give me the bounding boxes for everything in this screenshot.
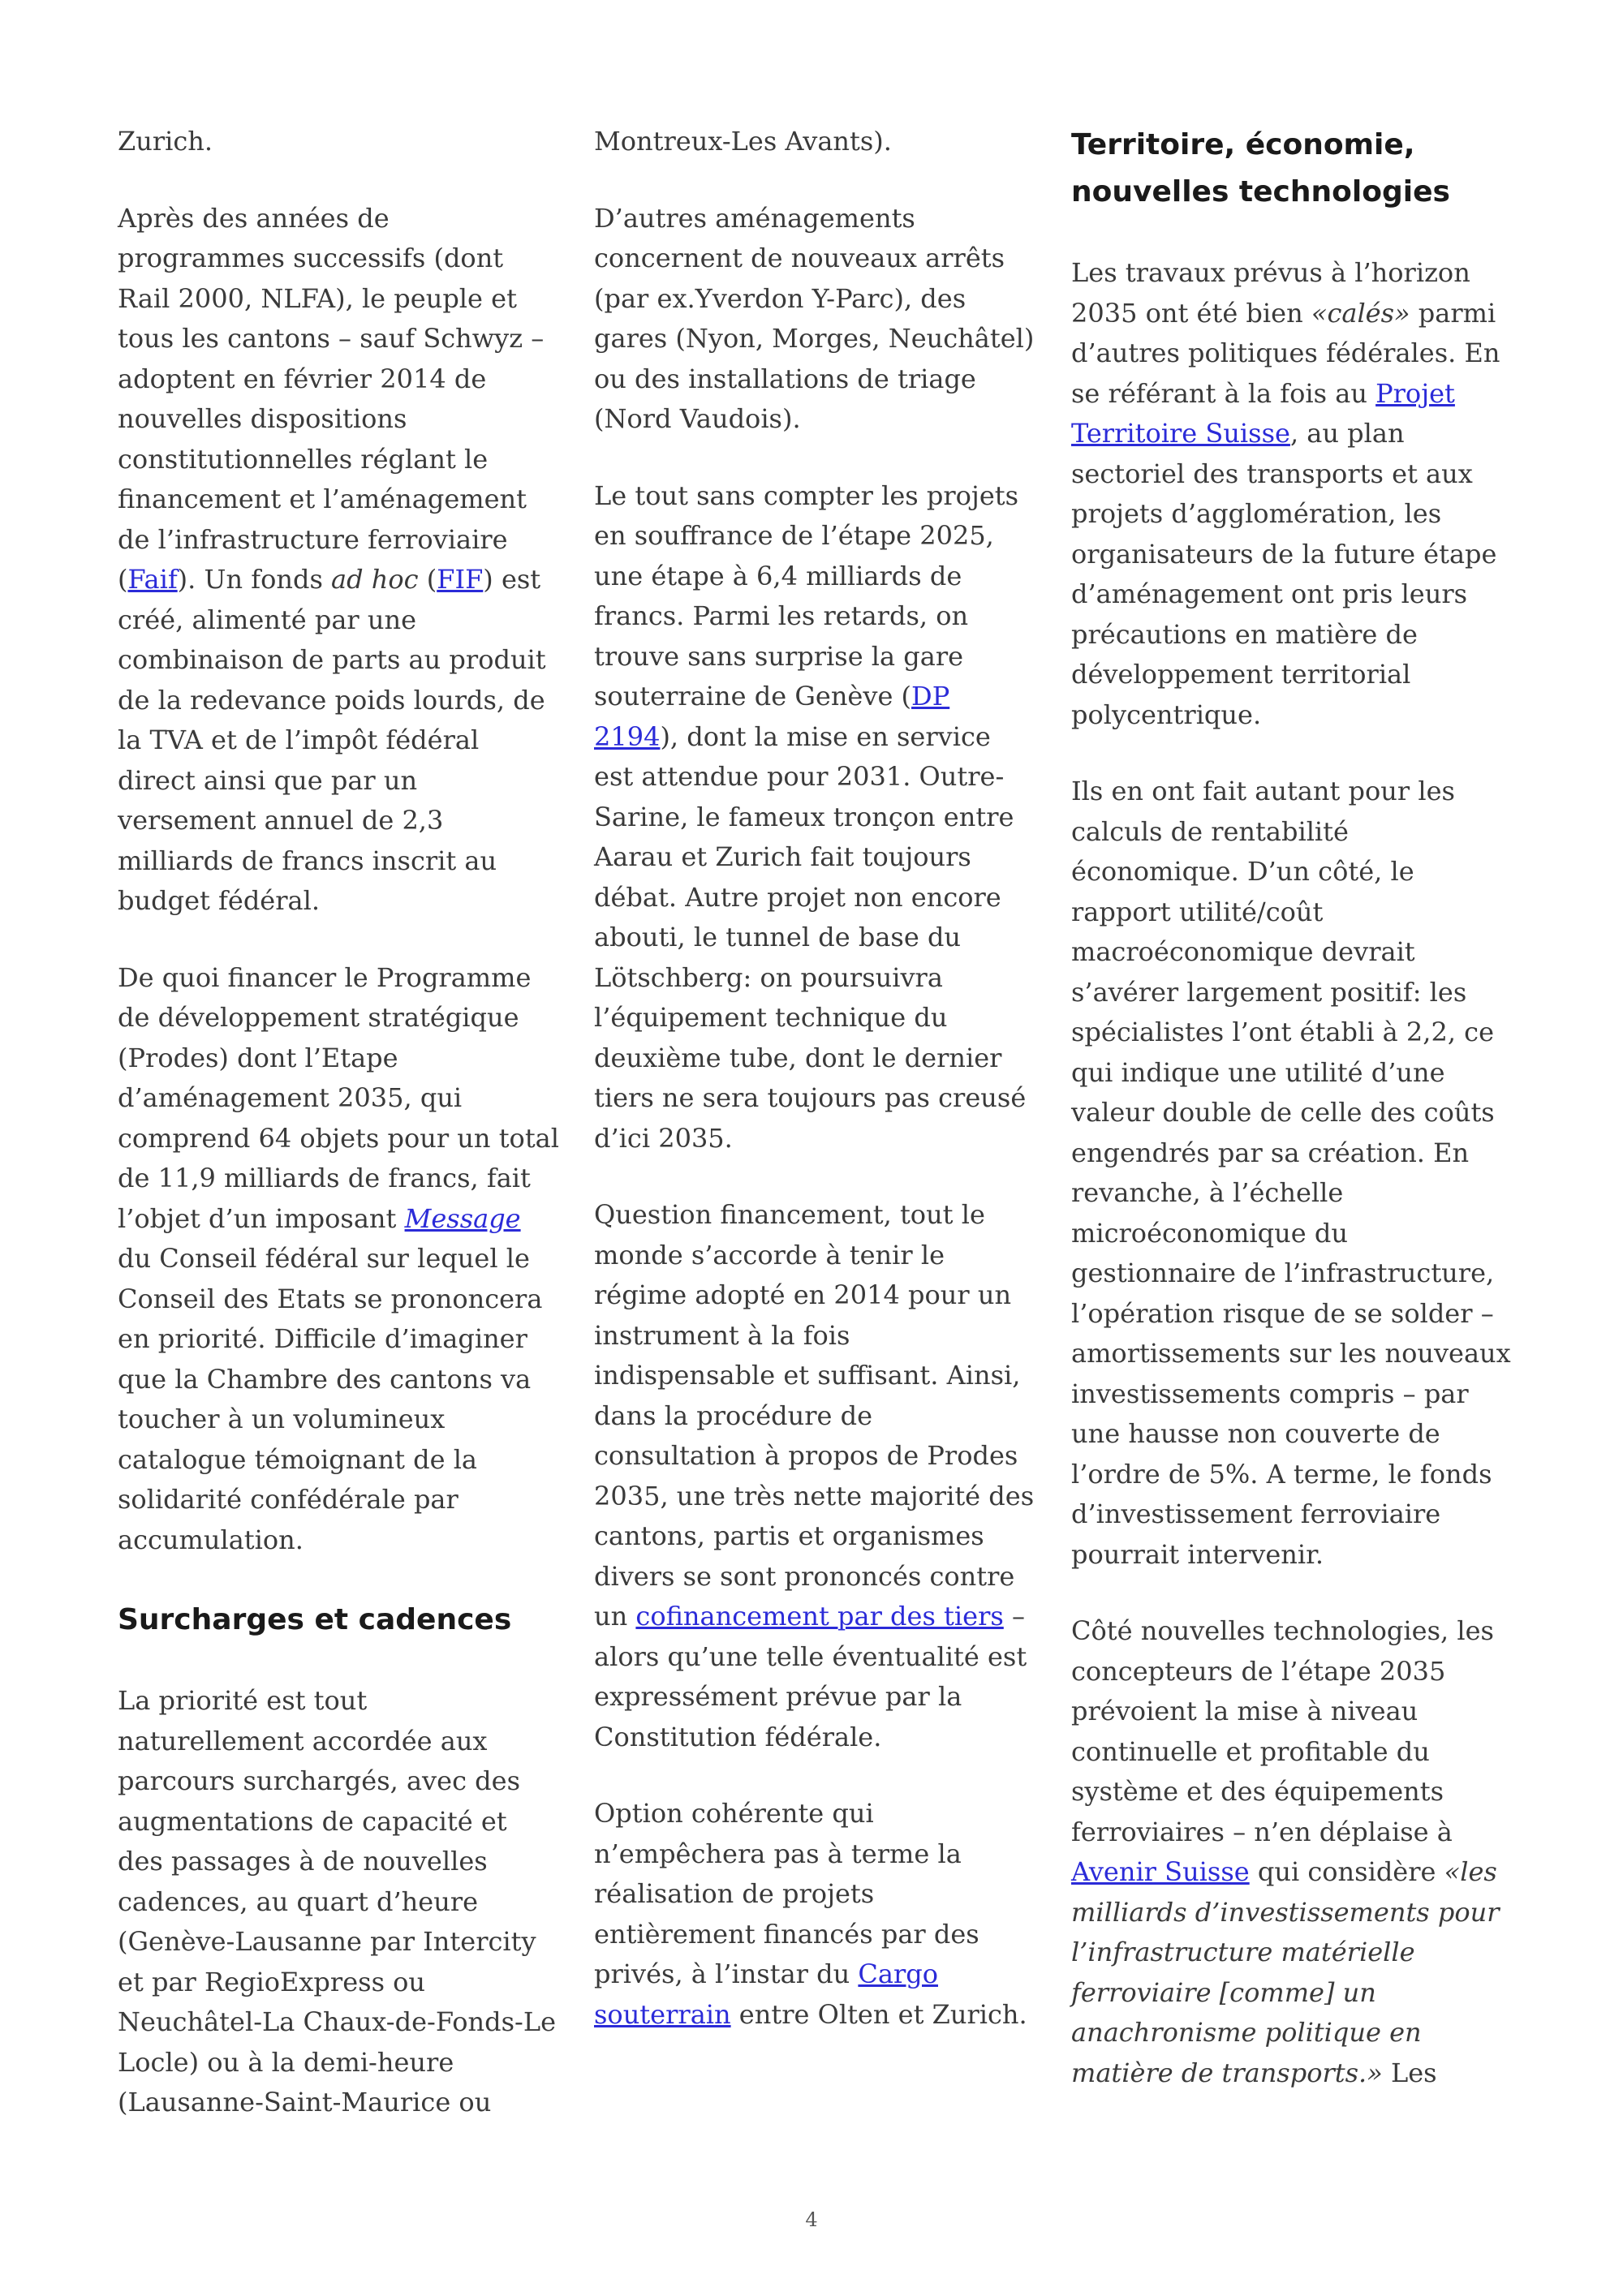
column-1 (118, 122, 560, 2160)
column-2 (594, 122, 1036, 2071)
quoted-text: «les milliards d’investissements pour l’infrastructure matérielle ferroviaire [comme] un anachronisme politique en matière de transports.» (1071, 1856, 1500, 2088)
emphasis-text: ad hoc (331, 564, 419, 595)
text: Après des années de programmes successifs (dont Rail 2000, NLFA), le peuple et tous les cantons – sauf Schwyz – adoptent en février 2014 de nouvelles dispositions constitutionnelles réglant le financement et l’aménagement de l’infrastructure ferroviaire ( (118, 202, 545, 595)
text: Côté nouvelles technologies, les concepteurs de l’étape 2035 prévoient la mise à niveau continuelle et profitable du système et des équipements ferroviaires – n’en déplaise à (1071, 1615, 1494, 1847)
section-heading: Territoire, économie, nouvelles technologies (1071, 128, 1450, 209)
paragraph (594, 476, 1036, 1159)
text: – alors qu’une telle éventualité est expressément prévue par la Constitution fédérale. (594, 1601, 1027, 1752)
text: qui considère (1249, 1856, 1444, 1887)
text: parmi d’autres politiques fédérales. En se référant à la fois au (1071, 297, 1500, 409)
page-number: 4 (805, 2208, 818, 2231)
link-cargo-souterrain[interactable]: Cargo souterrain (594, 1958, 938, 2030)
link-message[interactable]: Message (404, 1202, 521, 1234)
quoted-text: «calés» (1311, 297, 1410, 329)
paragraph (118, 199, 560, 922)
paragraph: Zurich. (118, 126, 213, 157)
text: , au plan sectoriel des transports et aux projets d’agglomération, les organisateurs de la future étape d’aménagement ont pris leurs précautions en matière de développement territorial polycentrique. (1071, 418, 1497, 730)
text: du Conseil fédéral sur lequel le Conseil des Etats se prononcera en priorité. Difficile d’imaginer que la Chambre des cantons va toucher à un volumineux catalogue témoignant de la solidarité confédérale par accumulation. (118, 1243, 543, 1555)
paragraph (1071, 253, 1513, 735)
column-3 (1071, 122, 1513, 2130)
text: ). Un fonds (177, 564, 332, 595)
text: Le tout sans compter les projets en souffrance de l’étape 2025, une étape à 6,4 milliards de francs. Parmi les retards, on trouve sans surprise la gare souterraine de Genève ( (594, 479, 1019, 712)
section-heading: Surcharges et cadences (118, 1603, 512, 1636)
text: Option cohérente qui n’empêchera pas à terme la réalisation de projets entièrement financés par des privés, à l’instar du (594, 1798, 979, 1989)
link-dp-2194[interactable]: DP 2194 (594, 681, 950, 752)
paragraph: Ils en ont fait autant pour les calculs de rentabilité économique. D’un côté, le rapport utilité/coût macroéconomique devrait s’avérer largement positif: les spécialistes l’ont établi à 2,2, ce qui indique une utilité d’une valeur double de celle des coûts engendrés par sa création. En revanche, à l’échelle microéconomique du gestionnaire de l’infrastructure, l’opération risque de se solder – amortissements sur les nouveaux investissements compris – par une hausse non couverte de l’ordre de 5%. A terme, le fonds d’investissement ferroviaire pourrait intervenir. (1071, 776, 1511, 1570)
link-avenir-suisse[interactable]: Avenir Suisse (1071, 1856, 1250, 1887)
link-cofinancement[interactable]: cofinancement par des tiers (635, 1601, 1004, 1632)
text: entre Olten et Zurich. (730, 1998, 1027, 2030)
paragraph (118, 958, 560, 1561)
paragraph: Montreux-Les Avants). (594, 126, 892, 157)
paragraph (1071, 1611, 1513, 2093)
text: Question financement, tout le monde s’accorde à tenir le régime adopté en 2014 pour un instrument à la fois indispensable et suffisant. Ainsi, dans la procédure de consultation à propos de Prodes 2035, une très nette majorité des cantons, partis et organismes divers se sont prononcés contre un (594, 1199, 1035, 1632)
text: Les (1382, 2057, 1437, 2088)
link-faif[interactable]: Faif (127, 564, 178, 595)
text: ), dont la mise en service est attendue pour 2031. Outre-Sarine, le fameux tronçon entre Aarau et Zurich fait toujours débat. Autre projet non encore abouti, le tunnel de base du Lötschberg: on poursuivra l’équipement technique du deuxième tube, dont le dernier tiers ne sera toujours pas creusé d’ici 2035. (594, 720, 1027, 1154)
text: De quoi financer le Programme de développement stratégique (Prodes) dont l’Etape d’aménagement 2035, qui comprend 64 objets pour un total de 11,9 milliards de francs, fait l’objet d’un imposant (118, 961, 559, 1234)
link-fif[interactable]: FIF (437, 564, 484, 595)
paragraph (594, 1794, 1036, 2035)
text: ) est créé, alimenté par une combinaison de parts au produit de la redevance poids lourds, de la TVA et de l’impôt fédéral direct ainsi que par un versement annuel de 2,3 milliards de francs inscrit au budget fédéral. (118, 564, 546, 916)
link-projet-territoire-suisse[interactable]: Projet Territoire Suisse (1071, 377, 1455, 449)
paragraph: La priorité est tout naturellement accordée aux parcours surchargés, avec des augmentations de capacité et des passages à de nouvelles cadences, au quart d’heure (Genève-Lausanne par Intercity et par RegioExpress ou Neuchâtel-La Chaux-de-Fonds-Le Locle) ou à la demi-heure (Lausanne-Saint-Maurice ou (118, 1685, 557, 2118)
text: Les travaux prévus à l’horizon 2035 ont été bien (1071, 257, 1470, 329)
text: ( (418, 564, 437, 595)
paragraph (594, 1195, 1036, 1757)
paragraph: D’autres aménagements concernent de nouveaux arrêts (par ex.Yverdon Y-Parc), des gares (Nyon, Morges, Neuchâtel) ou des installations de triage (Nord Vaudois). (594, 202, 1035, 434)
